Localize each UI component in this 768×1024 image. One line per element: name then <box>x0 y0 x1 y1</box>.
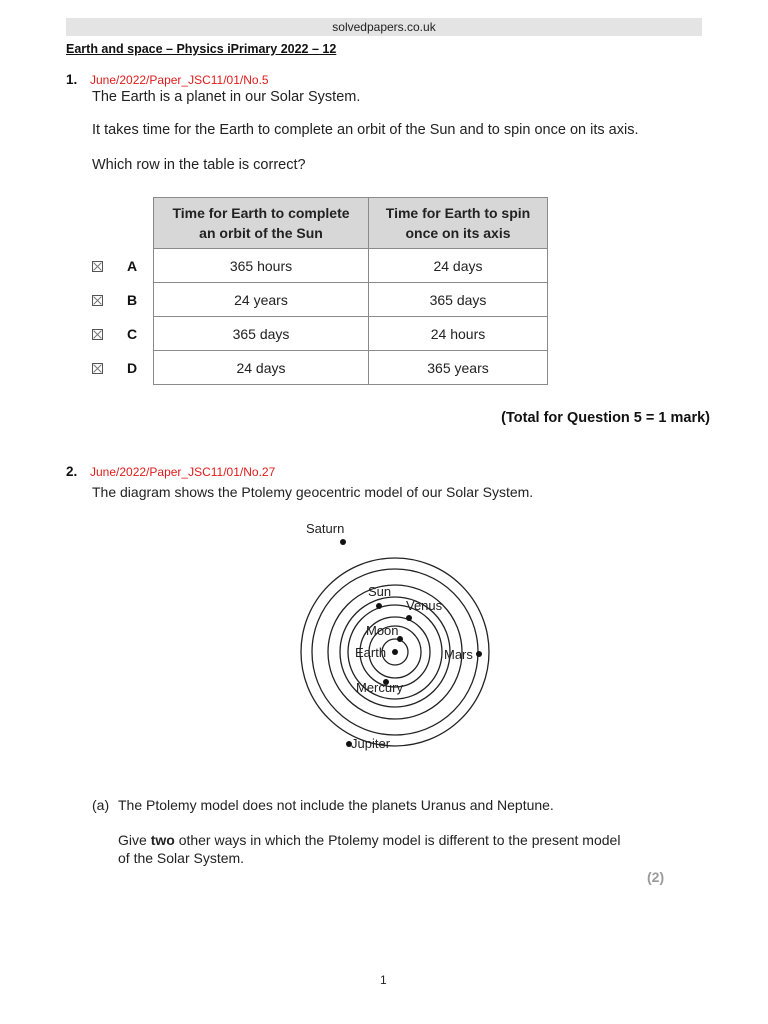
spin-cell: 365 days <box>369 283 548 317</box>
page-number: 1 <box>380 973 387 987</box>
part-a-instruction <box>118 831 620 849</box>
option-b-letter: B <box>127 292 138 308</box>
part-a-emphasis: two <box>150 832 175 848</box>
option-a[interactable] <box>92 259 137 273</box>
orbit-header-line-2: an orbit of the Sun <box>199 225 323 241</box>
part-a-statement: The Ptolemy model does not include the planets Uranus and Neptune. <box>118 797 554 813</box>
table-row <box>154 351 548 385</box>
part-a-instruction-end: of the Solar System. <box>118 850 245 866</box>
part-a-label: (a) <box>92 797 110 813</box>
mars-dot <box>476 651 482 657</box>
option-d[interactable] <box>92 361 137 375</box>
question-1-line-2: It takes time for the Earth to complete an orbit of the Sun and to spin once on its axis. <box>92 122 639 138</box>
part-a-give: Give <box>118 832 147 848</box>
table-row <box>154 249 548 283</box>
earth-dot <box>392 649 398 655</box>
moon-label: Moon <box>366 623 399 638</box>
spin-header-line-2: once on its axis <box>405 225 511 241</box>
orbit-cell: 365 hours <box>154 249 369 283</box>
saturn-label: Saturn <box>306 521 345 536</box>
saturn-dot <box>340 539 346 545</box>
question-1-line-1: The Earth is a planet in our Solar System. <box>92 89 361 105</box>
venus-dot <box>406 615 412 621</box>
table-row <box>154 317 548 351</box>
orbit-cell: 24 days <box>154 351 369 385</box>
part-a-rest: other ways in which the Ptolemy model is different to the present model <box>178 832 621 848</box>
option-d-checkbox[interactable] <box>92 363 103 374</box>
orbit-column-header <box>154 198 369 249</box>
earth-label: Earth <box>355 645 387 660</box>
question-1-prompt: Which row in the table is correct? <box>92 157 306 173</box>
table-row <box>154 283 548 317</box>
answer-table-header-row <box>154 198 548 249</box>
venus-label: Venus <box>406 598 443 613</box>
jupiter-label: Jupiter <box>351 736 391 751</box>
question-2-number: 2. <box>66 464 78 479</box>
sun-label: Sun <box>368 584 392 599</box>
mercury-label: Mercury <box>356 680 403 695</box>
part-a-marks: (2) <box>647 869 665 885</box>
option-b[interactable] <box>92 293 137 307</box>
option-d-letter: D <box>127 360 138 376</box>
orbit-header-line-1: Time for Earth to complete <box>172 205 350 221</box>
mars-label: Mars <box>444 647 473 662</box>
spin-cell: 24 hours <box>369 317 548 351</box>
spin-cell: 365 years <box>369 351 548 385</box>
page-heading: Earth and space – Physics iPrimary 2022 – 12 <box>66 42 337 56</box>
question-2-reference: June/2022/Paper_JSC11/01/No.27 <box>90 465 276 479</box>
answer-table <box>153 197 548 385</box>
option-a-checkbox[interactable] <box>92 261 103 272</box>
option-b-checkbox[interactable] <box>92 295 103 306</box>
question-1-reference: June/2022/Paper_JSC11/01/No.5 <box>90 73 269 87</box>
orbit-cell: 24 years <box>154 283 369 317</box>
spin-header-line-1: Time for Earth to spin <box>385 205 531 221</box>
ptolemy-model-diagram <box>300 515 490 785</box>
spin-column-header <box>369 198 548 249</box>
option-c-letter: C <box>127 326 138 342</box>
site-name: solvedpapers.co.uk <box>332 20 436 34</box>
option-c[interactable] <box>92 327 137 341</box>
question-1-number: 1. <box>66 72 78 87</box>
spin-cell: 24 days <box>369 249 548 283</box>
option-c-checkbox[interactable] <box>92 329 103 340</box>
sun-dot <box>376 603 382 609</box>
site-header-bar <box>66 18 702 36</box>
orbit-cell: 365 days <box>154 317 369 351</box>
question-2-intro: The diagram shows the Ptolemy geocentric model of our Solar System. <box>92 484 534 500</box>
option-a-letter: A <box>127 258 138 274</box>
question-1-total: (Total for Question 5 = 1 mark) <box>501 410 710 426</box>
